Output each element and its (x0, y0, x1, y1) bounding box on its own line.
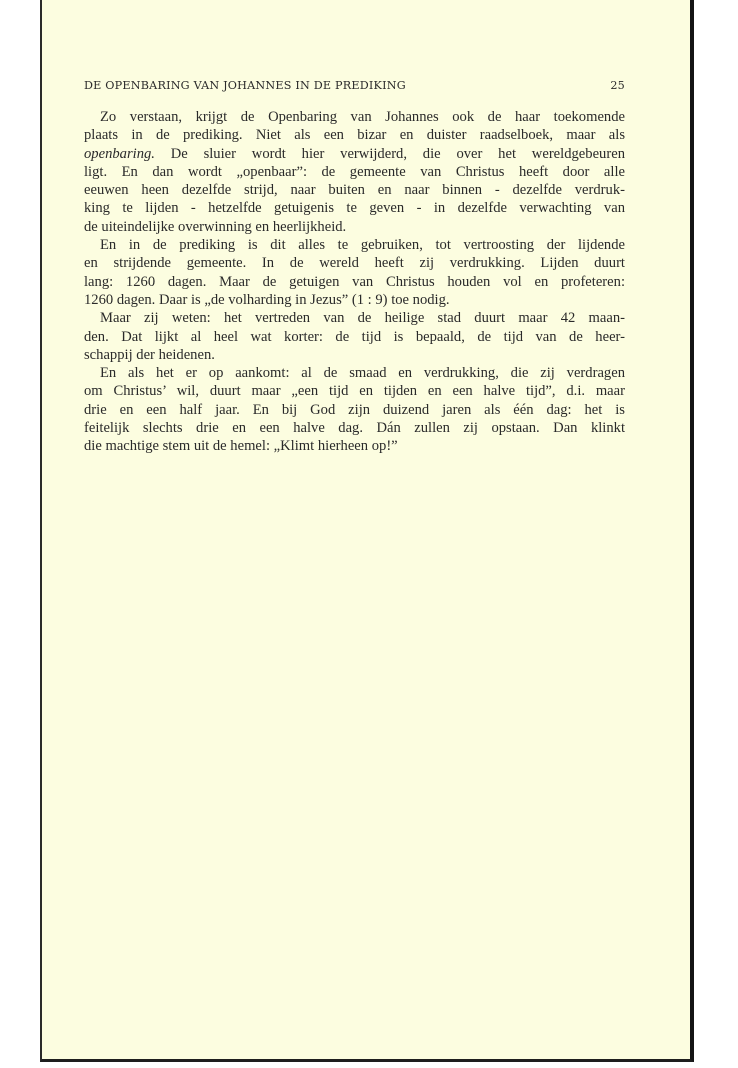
text-line: Maar zij weten: het vertreden van de heilige stad duurt maar 42 maan- (100, 310, 625, 327)
text-line: en strijdende gemeente. In de wereld heeft zij verdrukking. Lijden duurt (84, 255, 625, 272)
text-line: Zo verstaan, krijgt de Openbaring van Johannes ook de haar toekomende (100, 109, 625, 125)
paragraph-2 (84, 236, 625, 309)
text-line: king te lijden - hetzelfde getuigenis te geven - in dezelfde verwachting van (84, 200, 625, 217)
paragraph-1 (84, 108, 625, 236)
text-line: de uiteindelijke overwinning en heerlijkheid. (84, 218, 347, 235)
text-line: drie en een half jaar. En bij God zijn duizend jaren als één dag: het is (84, 401, 625, 418)
page-number: 25 (610, 79, 625, 92)
text-line: die machtige stem uit de hemel: „Klimt hierheen op!” (84, 438, 398, 455)
text-line: eeuwen heen dezelfde strijd, naar buiten en naar binnen - dezelfde verdruk- (84, 182, 625, 199)
book-page (40, 0, 694, 1062)
paragraph-4 (84, 364, 625, 455)
body-text (84, 108, 625, 456)
running-head-title: DE OPENBARING VAN JOHANNES IN DE PREDIKING (84, 79, 406, 92)
text-line: feitelijk slechts drie en een halve dag. Dán zullen zij opstaan. Dan klinkt (84, 420, 625, 437)
text-line: schappij der heidenen. (84, 346, 215, 363)
text-line: om Christus’ wil, duurt maar „een tijd en tijden en een halve tijd”, d.i. maar (84, 383, 625, 400)
text-line (84, 145, 625, 163)
line-remainder: De sluier wordt hier verwijderd, die over het wereldgebeuren (154, 145, 625, 162)
text-line: lang: 1260 dagen. Maar de getuigen van Christus houden vol en profeteren: (84, 273, 625, 290)
text-line: 1260 dagen. Daar is „de volharding in Jezus” (1 : 9) toe nodig. (84, 291, 450, 308)
text-line: En in de prediking is dit alles te gebruiken, tot vertroosting der lijdende (100, 237, 625, 254)
paragraph-3 (84, 309, 625, 364)
text-line: den. Dat lijkt al heel wat korter: de tijd is bepaald, de tijd van de heer- (84, 328, 625, 345)
italic-word: openbaring. (84, 145, 155, 162)
text-line: plaats in de prediking. Niet als een bizar en duister raadselboek, maar als (84, 127, 625, 144)
text-line: En als het er op aankomt: al de smaad en verdrukking, die zij verdragen (100, 365, 625, 382)
text-line: ligt. En dan wordt „openbaar”: de gemeente van Christus heeft door alle (84, 163, 625, 180)
